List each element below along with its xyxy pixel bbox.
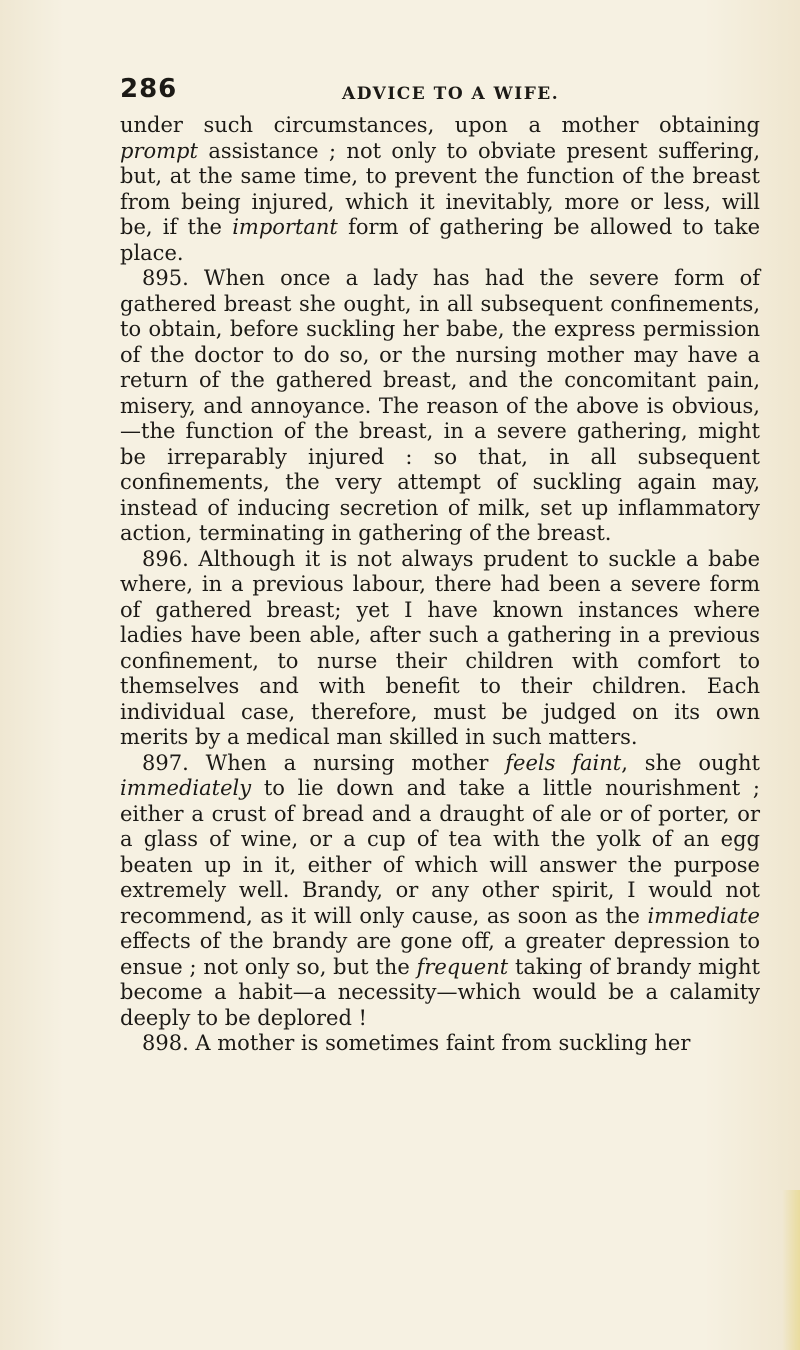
paragraph-897: [120, 751, 760, 1032]
page-edge-discoloration: [782, 1190, 800, 1350]
running-head: ADVICE TO A WIFE.: [342, 84, 560, 104]
italic-text-run: immediately: [120, 776, 252, 800]
italic-text-run: feels faint: [505, 750, 622, 775]
text-run: , she ought: [621, 750, 760, 775]
text-run: assistance ; not only to obviate present suffering, but, at the same time, to prevent the function of the breast from being injured, which it inevitably, more or less, will be, if the: [120, 138, 760, 239]
text-run: form of gathering be allowed to take place.: [120, 215, 761, 265]
text-run: 895. When once a lady has had the severe form of gathered breast she ought, in all subsequent confinements, to obtain, before suckling her babe, the express permission of the doctor to do so, or the nursing mother may have a return of the gathered breast, and the concomitant pain, misery, and annoyance. The reason of the above is obvious,—the function of the breast, in a severe gathering, might be irreparably injured : so that, in all subsequent confinements, the very attempt of suckling again may, instead of inducing secretion of milk, set up inflammatory action, terminating in gathering of the breast.: [120, 266, 760, 545]
paragraph-continued: [120, 113, 760, 266]
italic-text-run: immediate: [647, 903, 760, 928]
italic-text-run: prompt: [120, 138, 198, 163]
text-run: 898. A mother is sometimes faint from suckling her: [142, 1031, 691, 1055]
page-header: [120, 70, 760, 110]
italic-text-run: frequent: [416, 954, 509, 979]
paragraph-896: [120, 547, 760, 751]
paragraph-895: [120, 266, 760, 547]
text-run: effects of the brandy are gone off, a greater depression to ensue ; not only so, but the: [120, 929, 760, 979]
text-run: 896. Although it is not always prudent to suckle a babe where, in a previous labour, there had been a severe form of gathered breast; yet I have known instances where ladies have been able, after such a gathering in a previous confinement, to nurse their children with comfort to themselves and with benefit to their children. Each individual case, therefore, must be judged on its own merits by a medical man skilled in such matters.: [120, 546, 760, 749]
text-run: to lie down and take a little nourishment ; either a crust of bread and a draught of ale or of porter, or a glass of wine, or a cup of tea with the yolk of an egg beaten up in it, either of which will answer the purpose extremely well. Brandy, or any other spirit, I would not recommend, as it will only cause, as soon as the: [120, 776, 760, 928]
text-run: taking of brandy might become a habit—a necessity—which would be a calamity deeply to be deplored !: [120, 954, 760, 1030]
body-text: [120, 113, 760, 1057]
paragraph-898: [120, 1031, 760, 1057]
text-run: under such circumstances, upon a mother obtaining: [120, 113, 760, 137]
text-run: 897. When a nursing mother: [142, 750, 506, 775]
italic-text-run: important: [232, 215, 338, 239]
page-number: 286: [120, 74, 178, 104]
